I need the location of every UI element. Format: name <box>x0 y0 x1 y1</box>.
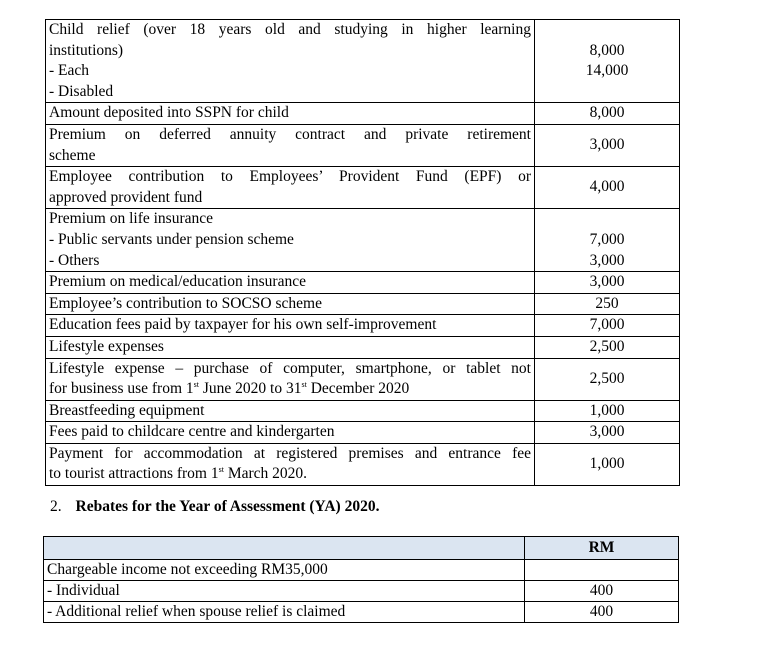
header-description <box>44 537 525 560</box>
relief-line: approved provident fund <box>49 188 203 206</box>
relief-description <box>46 293 535 315</box>
amount-value: 2,500 <box>589 337 625 355</box>
section-heading <box>50 498 379 516</box>
relief-line: Payment for accommodation at registered premises and entrance fee <box>49 444 531 462</box>
table-row <box>46 315 680 337</box>
table-row <box>46 358 680 400</box>
relief-line: Lifestyle expenses <box>49 337 164 355</box>
relief-line: Employee contribution to Employees’ Provident Fund (EPF) or <box>49 168 531 186</box>
table-row <box>46 209 680 272</box>
relief-amount <box>535 20 680 103</box>
relief-amount <box>535 400 680 422</box>
table-header-row <box>44 537 679 560</box>
relief-amount <box>535 443 680 485</box>
relief-description <box>46 167 535 209</box>
amount-value: 1,000 <box>589 455 625 473</box>
relief-amount <box>535 103 680 125</box>
relief-amount <box>535 358 680 400</box>
table-row <box>46 124 680 166</box>
rebate-amount: 400 <box>525 581 679 602</box>
relief-line: Education fees paid by taxpayer for his own self-improvement <box>49 316 437 334</box>
relief-amount <box>535 315 680 337</box>
rebates-table <box>43 536 679 623</box>
amount-value: 250 <box>595 294 619 312</box>
amount-value: 14,000 <box>585 62 629 80</box>
table-row <box>44 560 679 581</box>
relief-description <box>46 400 535 422</box>
amount-value: 3,000 <box>589 251 625 269</box>
relief-amount <box>535 422 680 444</box>
amount-value: 8,000 <box>589 41 625 59</box>
rebate-amount: 400 <box>525 602 679 623</box>
relief-amount <box>535 124 680 166</box>
relief-description <box>46 20 535 103</box>
relief-amount <box>535 167 680 209</box>
table-row <box>46 272 680 294</box>
relief-amount <box>535 272 680 294</box>
relief-line: Premium on life insurance <box>49 210 213 228</box>
relief-line: to tourist attractions from 1st March 2020. <box>49 465 308 483</box>
amount-value: 3,000 <box>589 136 625 154</box>
table-row <box>46 167 680 209</box>
amount-value: 2,500 <box>589 369 625 387</box>
relief-description <box>46 209 535 272</box>
relief-line: Fees paid to childcare centre and kindergarten <box>49 423 335 441</box>
rebate-description: - Individual <box>44 581 525 602</box>
relief-description <box>46 358 535 400</box>
amount-value: 4,000 <box>589 178 625 196</box>
reliefs-table <box>45 19 680 486</box>
table-row <box>46 336 680 358</box>
relief-line: for business use from 1st June 2020 to 31st December 2020 <box>49 380 410 398</box>
amount-value: 3,000 <box>589 423 625 441</box>
relief-line: Child relief (over 18 years old and studying in higher learning <box>49 21 531 38</box>
relief-description <box>46 315 535 337</box>
relief-description <box>46 103 535 125</box>
relief-description <box>46 336 535 358</box>
table-row <box>44 581 679 602</box>
relief-description <box>46 124 535 166</box>
relief-description <box>46 272 535 294</box>
rebate-amount <box>525 560 679 581</box>
table-row <box>44 602 679 623</box>
table-row <box>46 103 680 125</box>
relief-line: Lifestyle expense – purchase of computer, smartphone, or tablet not <box>49 359 531 377</box>
amount-value: 3,000 <box>589 273 625 291</box>
relief-line: Breastfeeding equipment <box>49 401 205 419</box>
relief-line: - Each <box>49 62 90 80</box>
relief-line: - Others <box>49 251 100 269</box>
relief-description <box>46 422 535 444</box>
section-title: Rebates for the Year of Assessment (YA) 2020. <box>75 498 380 515</box>
relief-amount <box>535 336 680 358</box>
relief-description <box>46 443 535 485</box>
rebate-description: Chargeable income not exceeding RM35,000 <box>44 560 525 581</box>
table-row <box>46 422 680 444</box>
table-row <box>46 400 680 422</box>
relief-line: Amount deposited into SSPN for child <box>49 104 289 122</box>
amount-value: 7,000 <box>589 316 625 334</box>
relief-line: Premium on medical/education insurance <box>49 273 306 291</box>
header-currency: RM <box>525 537 679 560</box>
table-row <box>46 443 680 485</box>
relief-amount <box>535 293 680 315</box>
amount-value: 1,000 <box>589 401 625 419</box>
relief-line: scheme <box>49 146 96 164</box>
relief-line: - Public servants under pension scheme <box>49 230 294 248</box>
section-number: 2. <box>50 498 62 515</box>
relief-line: Premium on deferred annuity contract and private retirement <box>49 125 531 143</box>
relief-line: Employee’s contribution to SOCSO scheme <box>49 294 322 312</box>
relief-line: institutions) <box>49 41 124 59</box>
relief-line: - Disabled <box>49 82 114 100</box>
amount-value: 8,000 <box>589 104 625 122</box>
amount-value: 7,000 <box>589 230 625 248</box>
table-row <box>46 293 680 315</box>
rebate-description: - Additional relief when spouse relief is claimed <box>44 602 525 623</box>
table-row <box>46 20 680 103</box>
relief-amount <box>535 209 680 272</box>
